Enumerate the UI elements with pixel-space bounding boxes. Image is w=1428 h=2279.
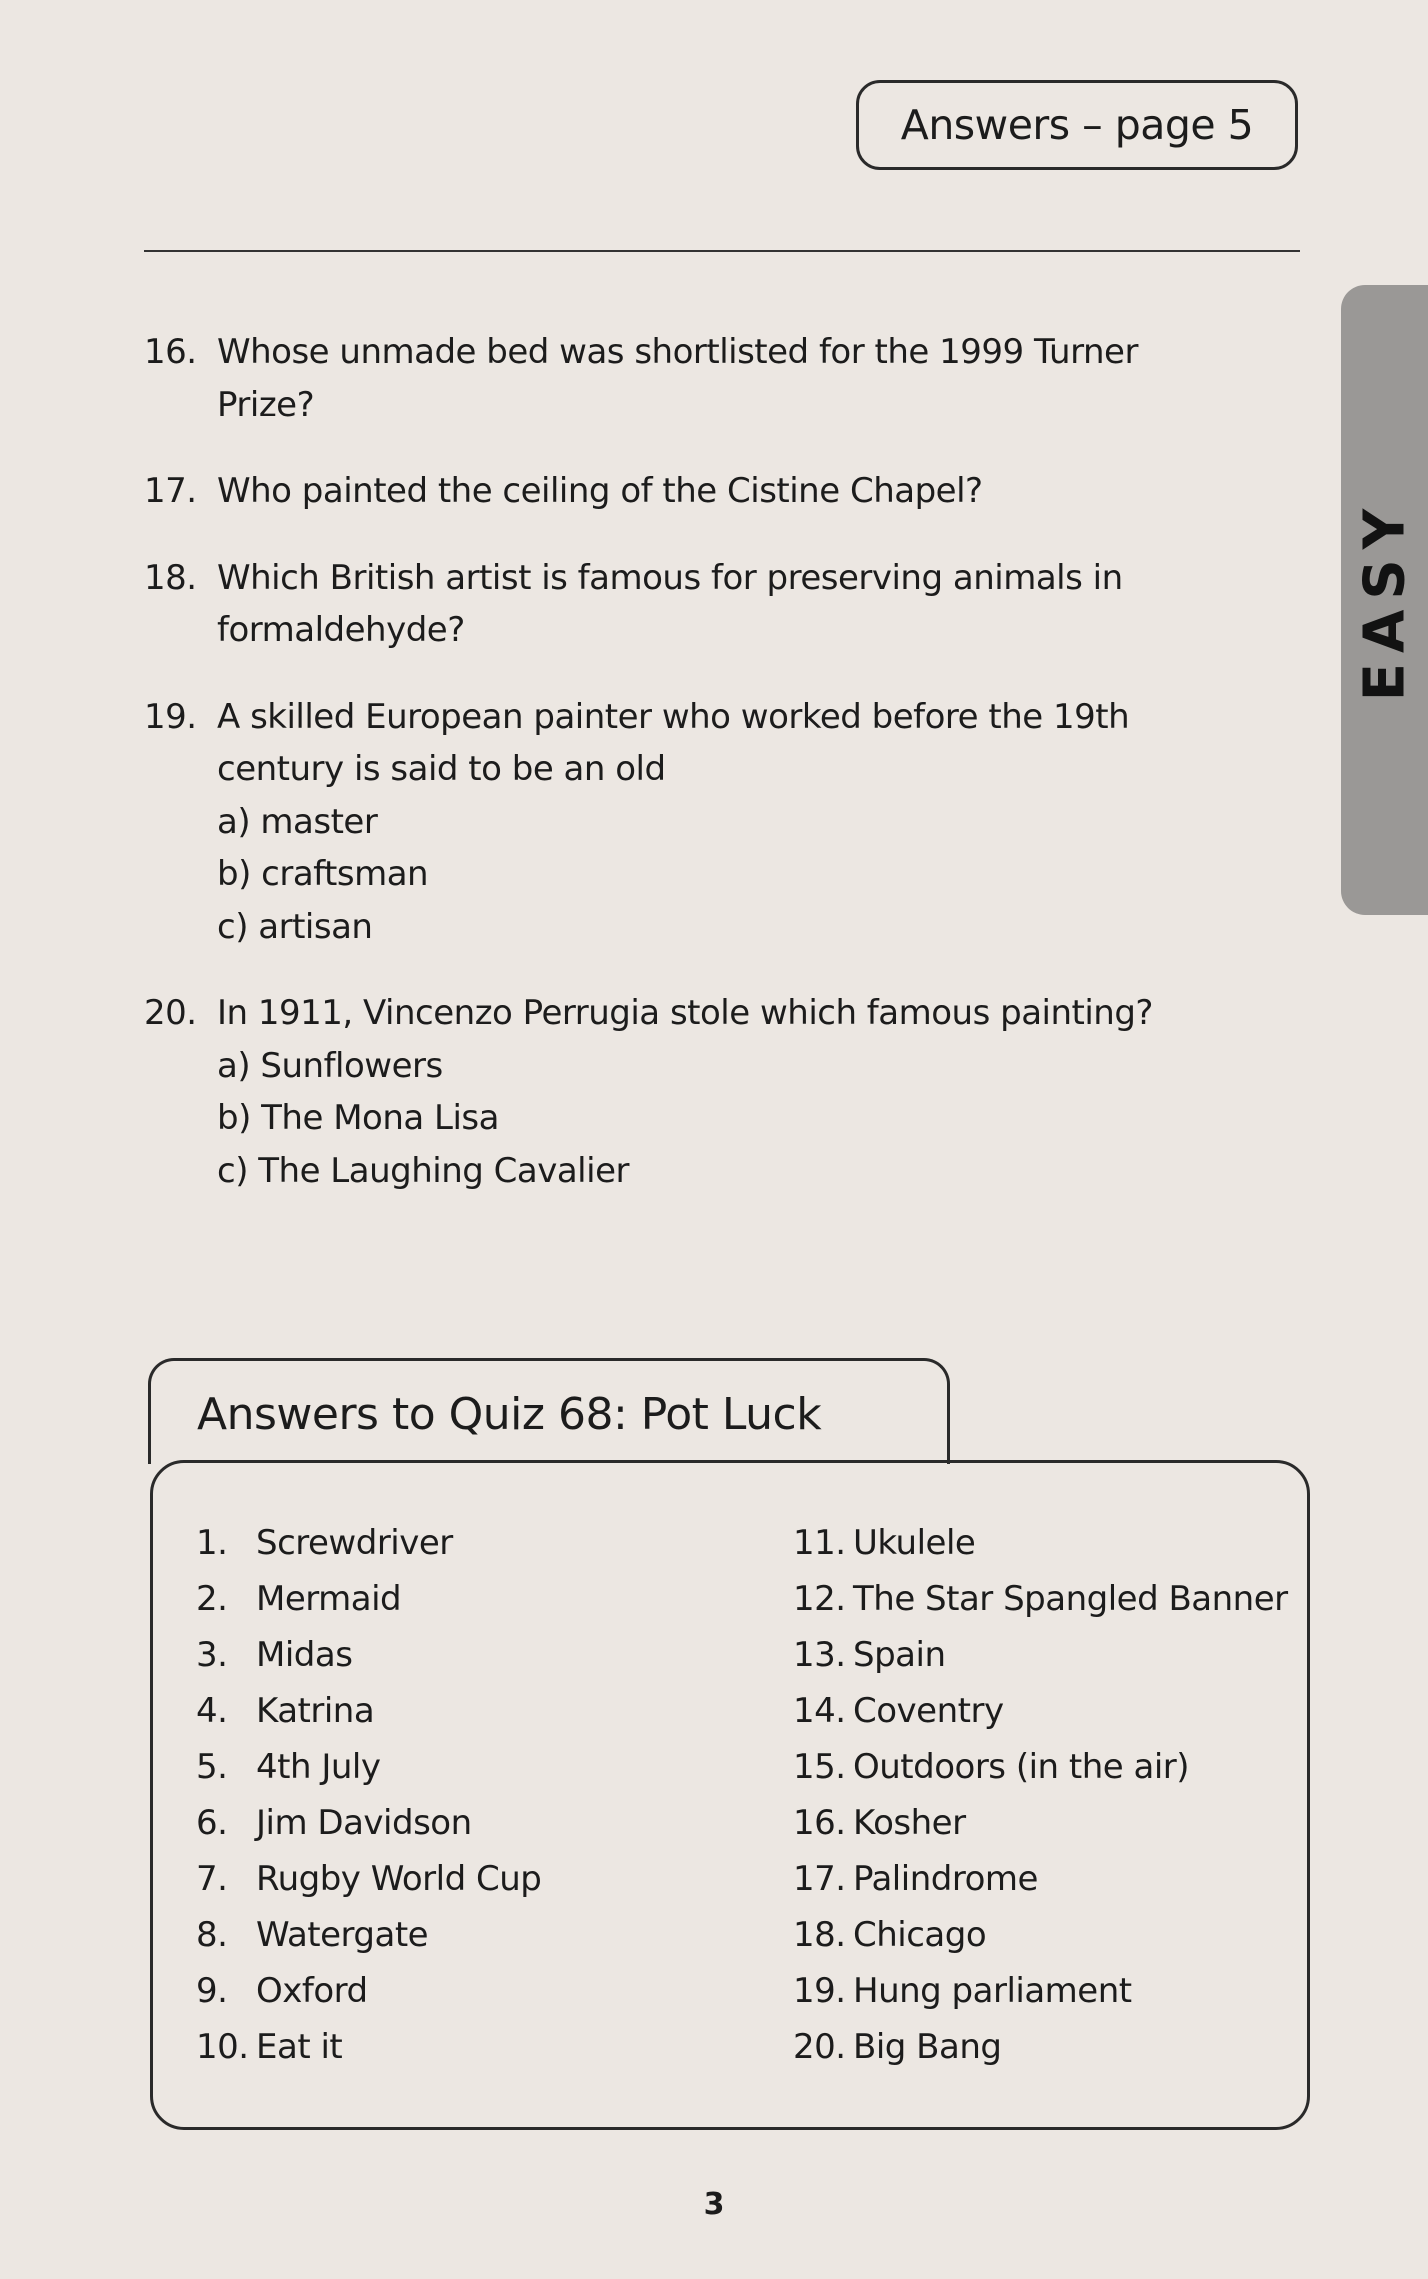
question-17 (144, 465, 1174, 518)
question-text: Who painted the ceiling of the Cistine Chapel? (217, 471, 983, 511)
answer-row (196, 1963, 541, 2019)
answer-row (793, 1515, 1288, 1571)
answers-right-column (793, 1515, 1288, 2075)
answer-text: Mermaid (256, 1579, 402, 1619)
answer-text: Oxford (256, 1971, 368, 2011)
answer-number: 14. (793, 1691, 846, 1731)
answer-number: 12. (793, 1579, 846, 1619)
answers-title-tab (148, 1358, 950, 1464)
answer-number: 6. (196, 1803, 228, 1843)
answer-row (196, 2019, 541, 2075)
difficulty-label: EASY (1352, 498, 1417, 702)
answer-row (793, 1963, 1288, 2019)
difficulty-tab (1341, 285, 1428, 915)
answer-text: Kosher (853, 1803, 966, 1843)
option-list (217, 1040, 1174, 1198)
answer-row (196, 1683, 541, 1739)
answer-text: Jim Davidson (256, 1803, 472, 1843)
answer-row (196, 1571, 541, 1627)
question-text: A skilled European painter who worked before the 19th century is said to be an old (217, 696, 1130, 789)
option-b: b) craftsman (217, 854, 429, 894)
answer-number: 16. (793, 1803, 846, 1843)
question-number: 16. (144, 332, 197, 372)
answer-text: Coventry (853, 1691, 1004, 1731)
answer-row (196, 1907, 541, 1963)
question-number: 20. (144, 993, 197, 1033)
answer-row (793, 1795, 1288, 1851)
question-number: 18. (144, 557, 197, 598)
answer-text: Midas (256, 1635, 353, 1675)
question-text: Which British artist is famous for preserving animals in formaldehyde? (217, 557, 1123, 650)
answer-number: 8. (196, 1915, 228, 1955)
question-list (144, 326, 1174, 1231)
question-18 (144, 552, 1174, 657)
page-number: 3 (703, 2187, 725, 2222)
answer-text: Hung parliament (853, 1971, 1132, 2011)
answer-text: Rugby World Cup (256, 1859, 542, 1899)
answer-text: Palindrome (853, 1859, 1038, 1899)
answer-row (793, 1683, 1288, 1739)
option-c: c) The Laughing Cavalier (217, 1150, 629, 1191)
answer-number: 3. (196, 1635, 228, 1675)
answer-row (793, 1739, 1288, 1795)
answer-text: Outdoors (in the air) (853, 1747, 1190, 1787)
answer-number: 5. (196, 1747, 228, 1787)
answer-row (196, 1627, 541, 1683)
answers-left-column (196, 1515, 541, 2075)
answer-row (793, 1907, 1288, 1963)
answer-number: 10. (196, 2027, 249, 2067)
answer-text: Spain (853, 1635, 946, 1675)
answer-row (196, 1795, 541, 1851)
header-title: Answers – page 5 (900, 101, 1254, 149)
answer-text: Eat it (256, 2027, 343, 2067)
answer-number: 13. (793, 1635, 846, 1675)
answer-row (196, 1515, 541, 1571)
answers-page-header (856, 80, 1298, 170)
answer-number: 1. (196, 1523, 228, 1563)
answer-number: 11. (793, 1523, 846, 1563)
question-20 (144, 987, 1174, 1197)
header-divider (144, 250, 1300, 252)
answer-row (793, 1627, 1288, 1683)
answer-number: 4. (196, 1691, 228, 1731)
question-19 (144, 691, 1174, 954)
question-text: In 1911, Vincenzo Perrugia stole which famous painting? (217, 993, 1153, 1033)
answer-number: 17. (793, 1859, 846, 1899)
answer-row (793, 1851, 1288, 1907)
question-text: Whose unmade bed was shortlisted for the 1999 Turner Prize? (217, 332, 1138, 425)
answer-number: 7. (196, 1859, 228, 1899)
answer-text: Katrina (256, 1691, 375, 1731)
answer-number: 19. (793, 1971, 846, 2011)
option-c: c) artisan (217, 906, 373, 947)
question-number: 17. (144, 471, 197, 511)
answer-text: Watergate (256, 1915, 429, 1955)
answer-text: The Star Spangled Banner (853, 1579, 1288, 1619)
answer-row (196, 1739, 541, 1795)
question-16 (144, 326, 1174, 431)
answers-title: Answers to Quiz 68: Pot Luck (197, 1389, 822, 1440)
answer-text: 4th July (256, 1747, 381, 1787)
answer-text: Chicago (853, 1915, 987, 1955)
answer-text: Screwdriver (256, 1523, 453, 1563)
answer-number: 20. (793, 2027, 846, 2067)
answer-number: 9. (196, 1971, 228, 2011)
answer-number: 15. (793, 1747, 846, 1787)
question-number: 19. (144, 696, 197, 737)
answer-number: 2. (196, 1579, 228, 1619)
answer-row (793, 1571, 1288, 1627)
answer-text: Big Bang (853, 2027, 1002, 2067)
option-list (217, 796, 1174, 954)
option-a: a) master (217, 801, 378, 842)
answer-row (793, 2019, 1288, 2075)
answer-row (196, 1851, 541, 1907)
answer-text: Ukulele (853, 1523, 976, 1563)
answer-number: 18. (793, 1915, 846, 1955)
option-b: b) The Mona Lisa (217, 1098, 499, 1138)
option-a: a) Sunflowers (217, 1045, 443, 1086)
